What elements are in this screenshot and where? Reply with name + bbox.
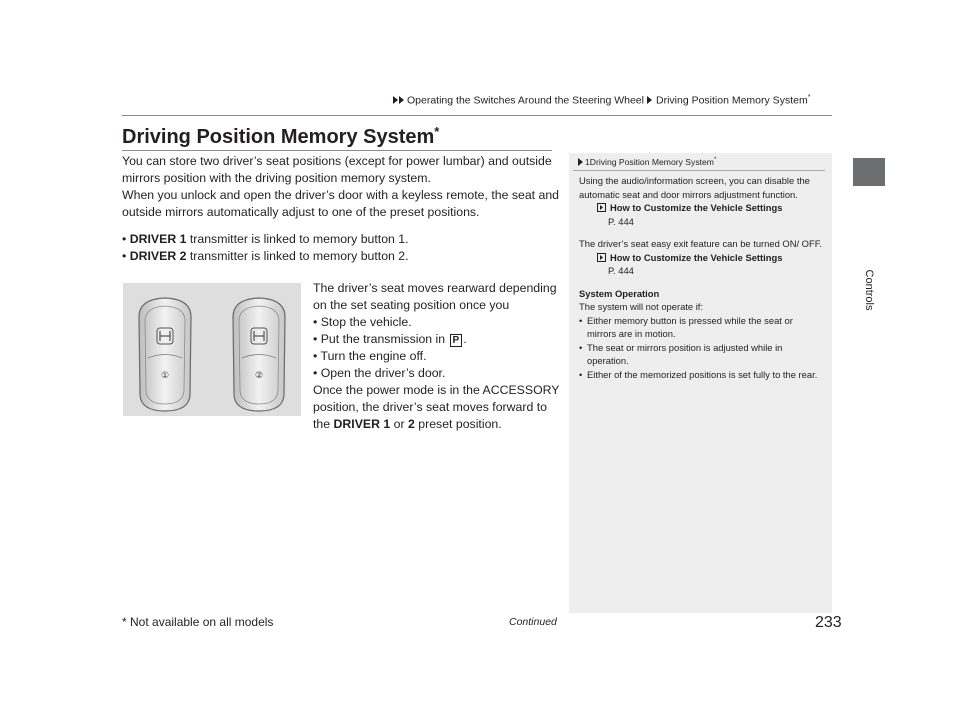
cross-reference-page: P. 444 <box>608 215 634 227</box>
list-item: • Either memory button is pressed while the seat or mirrors are in motion. <box>579 314 824 341</box>
breadcrumb-asterisk: * <box>807 94 811 101</box>
title-asterisk: * <box>434 124 440 139</box>
system-operation-section <box>579 287 824 382</box>
intro-paragraph <box>122 153 562 221</box>
sidebar-paragraph-1: Using the audio/information screen, you can disable the automatic seat and door mirrors adjustment function. How to Customize the Vehicle Settings P. 444 <box>579 174 824 228</box>
seat-lead: The driver’s seat moves rearward depending on the set seating position once you <box>313 281 557 312</box>
intro-line-1: You can store two driver’s seat positions (except for power lumbar) and outside mirrors position with the driving position memory system. <box>122 154 552 185</box>
page-title-text: Driving Position Memory System <box>122 126 435 148</box>
list-item: • DRIVER 2 transmitter is linked to memory button 2. <box>122 249 409 263</box>
list-item: • Either of the memorized positions is set fully to the rear. <box>579 368 824 382</box>
park-position-icon: P <box>450 334 463 347</box>
footnote: * Not available on all models <box>122 615 274 629</box>
transmitter-list <box>122 231 562 265</box>
breadcrumb-page: Driving Position Memory System <box>655 94 808 107</box>
title-rule <box>122 150 552 151</box>
page-number: 233 <box>815 614 842 631</box>
continued-label: Continued <box>509 616 557 628</box>
list-item: • Stop the vehicle. <box>313 315 412 329</box>
header-rule <box>122 115 832 116</box>
sidebar-rule <box>573 170 825 171</box>
breadcrumb-arrow-icon <box>399 96 404 104</box>
list-item: • Open the driver’s door. <box>313 366 446 380</box>
list-item: • The seat or mirrors position is adjusted while in operation. <box>579 341 824 368</box>
cross-reference-page: P. 444 <box>608 265 634 276</box>
seat-closing: Once the power mode is in the ACCESSORY position, the driver’s seat moves forward to the DRIVER 1 or 2 preset position. <box>313 383 560 431</box>
keyless-remotes-illustration <box>123 283 301 416</box>
cross-reference-link[interactable]: How to Customize the Vehicle Settings <box>579 201 824 215</box>
sidebar-body <box>579 174 824 381</box>
key-fob-2 <box>233 298 285 411</box>
intro-line-2: When you unlock and open the driver’s door with a keyless remote, the seat and outside mirrors automatically adjust to one of the preset positions. <box>122 188 560 219</box>
list-item: • Put the transmission in P . <box>313 332 467 346</box>
seat-exit-description <box>313 280 563 433</box>
cross-reference-icon <box>597 202 606 211</box>
list-item: • Turn the engine off. <box>313 349 427 363</box>
key-fob-1 <box>139 298 191 411</box>
sidebar-heading-number: 1 <box>585 157 590 167</box>
sidebar-notes <box>569 153 832 613</box>
section-marker-icon <box>578 158 583 166</box>
chapter-label: Controls <box>863 269 875 311</box>
key-2-label: ② <box>254 371 264 381</box>
key-1-label: ① <box>160 371 170 381</box>
cross-reference-link[interactable]: How to Customize the Vehicle Settings <box>579 251 824 265</box>
breadcrumb-arrow-icon <box>647 96 652 104</box>
chapter-tab <box>853 158 885 186</box>
breadcrumb <box>393 94 810 107</box>
page-title <box>122 124 439 149</box>
cross-reference-icon <box>597 252 606 261</box>
sidebar-paragraph-2: The driver’s seat easy exit feature can be turned ON/ OFF. How to Customize the Vehicle Settings P. 444 <box>579 238 822 276</box>
sidebar-heading-text: Driving Position Memory System <box>589 157 714 167</box>
breadcrumb-section: Operating the Switches Around the Steering Wheel <box>407 94 644 107</box>
sidebar-heading: 1Driving Position Memory System* <box>578 157 716 167</box>
system-operation-heading: System Operation <box>579 287 660 299</box>
seat-conditions-list <box>313 314 563 382</box>
breadcrumb-arrow-icon <box>393 96 398 104</box>
list-item: • DRIVER 1 transmitter is linked to memory button 1. <box>122 232 409 246</box>
system-operation-lead: The system will not operate if: <box>579 301 704 312</box>
keyless-remotes-figure <box>123 283 301 416</box>
